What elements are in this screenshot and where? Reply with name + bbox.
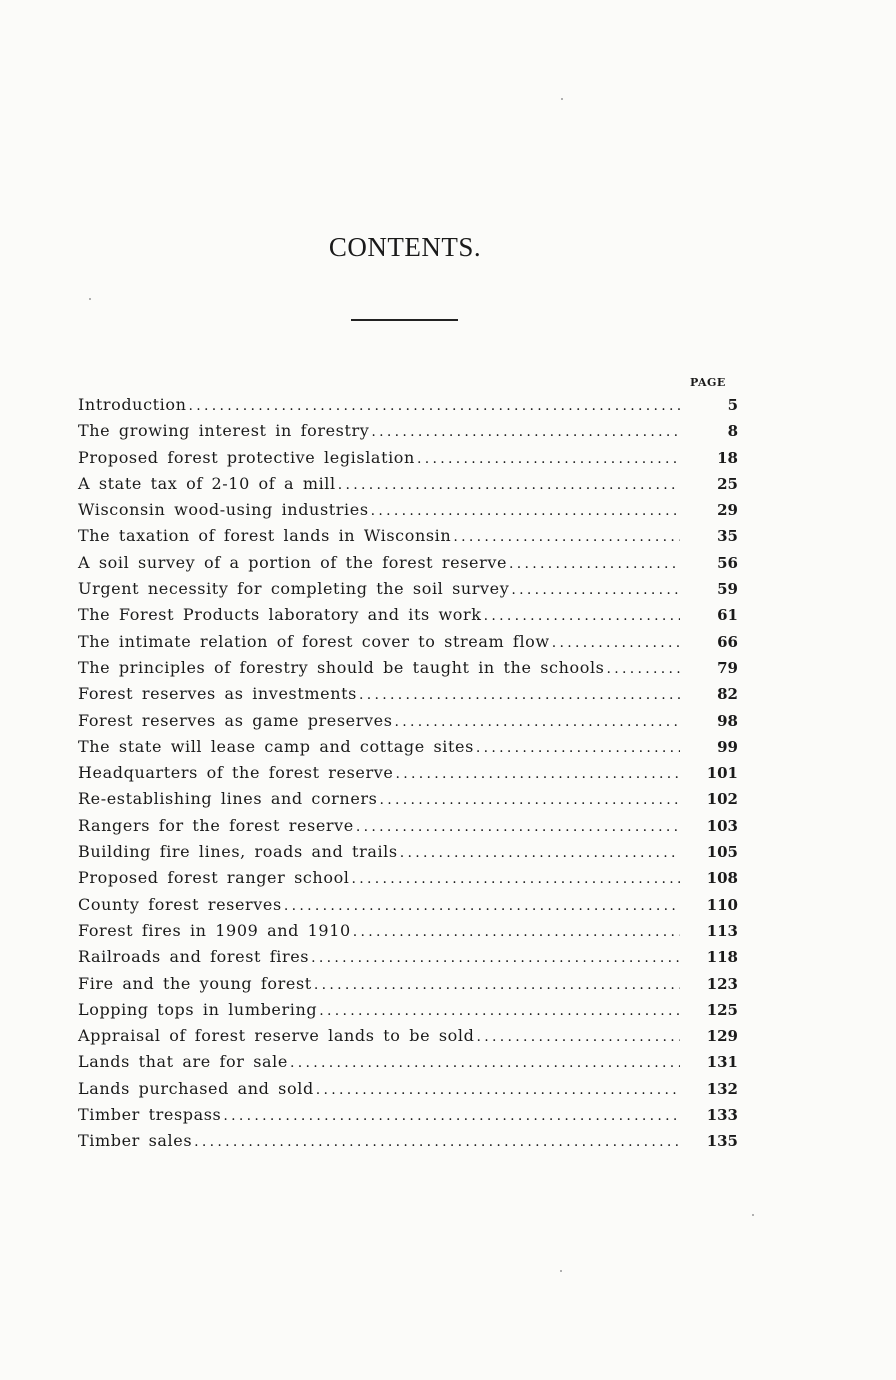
toc-entry (78, 758, 738, 784)
toc-entry-page: 133 (706, 1106, 738, 1125)
dot-leader (290, 1055, 680, 1071)
toc-entry-title: Lopping tops in lumbering (78, 999, 318, 1019)
toc-entry-page: 125 (706, 1000, 738, 1019)
toc-entry-page: 56 (717, 553, 738, 572)
toc-entry-title: Railroads and forest fires (78, 947, 310, 967)
dot-leader (316, 1082, 680, 1098)
toc-entry-page: 131 (706, 1053, 738, 1072)
toc-entry-title: Timber trespass (78, 1105, 222, 1125)
toc-entry-title: The growing interest in forestry (78, 421, 370, 441)
toc-entry-title: Re-establishing lines and corners (78, 789, 378, 809)
toc-entry-title: Fire and the young forest (78, 973, 312, 993)
toc-entry (78, 390, 738, 416)
toc-entry (78, 890, 738, 916)
toc-entry-title: Building fire lines, roads and trails (78, 842, 398, 862)
dot-leader (194, 1134, 680, 1150)
dot-leader (314, 977, 680, 993)
toc-entry (78, 706, 738, 732)
title-rule (351, 319, 458, 321)
toc-entry-page: 113 (706, 921, 738, 940)
toc-entry-title: Timber sales (78, 1131, 193, 1151)
toc-entry-page: 123 (706, 974, 738, 993)
toc-entry-title: A state tax of 2-10 of a mill (78, 473, 336, 493)
toc-entry-title: Proposed forest ranger school (78, 868, 350, 888)
toc-entry-page: 99 (717, 737, 738, 756)
toc-entry-page: 105 (706, 843, 738, 862)
toc-entry-title: The state will lease camp and cottage sites (78, 736, 474, 756)
toc-entry (78, 916, 738, 942)
dot-leader (371, 503, 680, 519)
dot-leader (359, 687, 680, 703)
toc-entry-page: 132 (706, 1079, 738, 1098)
dot-leader (352, 871, 680, 887)
toc-entry (78, 443, 738, 469)
toc-entry (78, 1100, 738, 1126)
dot-leader (379, 792, 680, 808)
toc-entry-title: Appraisal of forest reserve lands to be sold (78, 1026, 475, 1046)
toc-entry (78, 1021, 738, 1047)
paper-speck (752, 1214, 754, 1216)
toc-entry-title: Forest fires in 1909 and 1910 (78, 920, 351, 940)
toc-entry (78, 969, 738, 995)
toc-entry (78, 521, 738, 547)
toc-entry-page: 25 (717, 474, 738, 493)
toc-entry-title: Lands purchased and sold (78, 1078, 314, 1098)
toc-entry (78, 811, 738, 837)
toc-entry-title: Lands that are for sale (78, 1052, 288, 1072)
dot-leader (371, 424, 680, 440)
toc-entry-page: 61 (717, 606, 738, 625)
toc-entry-page: 101 (706, 764, 738, 783)
dot-leader (311, 950, 680, 966)
toc-entry-page: 110 (706, 895, 738, 914)
toc-entry (78, 732, 738, 758)
toc-entry-page: 5 (727, 396, 738, 414)
dot-leader (353, 924, 680, 940)
dot-leader (319, 1003, 680, 1019)
toc-entry-page: 59 (717, 580, 738, 599)
toc-entry (78, 416, 738, 442)
toc-entry (78, 942, 738, 968)
toc-entry (78, 653, 738, 679)
dot-leader (284, 898, 680, 914)
toc-entry-page: 103 (706, 816, 738, 835)
toc-entry-title: Urgent necessity for completing the soil survey (78, 579, 510, 599)
toc-entry-page: 129 (706, 1027, 738, 1046)
dot-leader (453, 529, 680, 545)
toc-entry (78, 574, 738, 600)
dot-leader (511, 582, 680, 598)
page-title: CONTENTS. (328, 232, 482, 262)
toc-entry-title: Introduction (78, 395, 187, 414)
toc-entry (78, 600, 738, 626)
toc-entry-title: A soil survey of a portion of the forest reserve (78, 552, 508, 572)
toc-entry-page: 35 (717, 527, 738, 546)
toc-entry-title: Proposed forest protective legislation (78, 447, 415, 467)
toc-entry-title: Rangers for the forest reserve (78, 815, 354, 835)
table-of-contents (78, 390, 738, 1153)
paper-speck (560, 1270, 562, 1272)
toc-entry-page: 98 (717, 711, 738, 730)
toc-entry-page: 66 (717, 632, 738, 651)
toc-entry-title: Headquarters of the forest reserve (78, 763, 394, 783)
dot-leader (395, 714, 680, 730)
toc-entry-title: The taxation of forest lands in Wisconsin (78, 526, 452, 546)
toc-entry (78, 863, 738, 889)
toc-entry (78, 837, 738, 863)
dot-leader (223, 1108, 680, 1124)
toc-entry-title: County forest reserves (78, 894, 282, 914)
toc-entry (78, 1047, 738, 1073)
toc-entry (78, 627, 738, 653)
dot-leader (356, 819, 680, 835)
toc-entry-page: 82 (717, 685, 738, 704)
dot-leader (484, 608, 680, 624)
dot-leader (476, 1029, 680, 1045)
toc-entry (78, 548, 738, 574)
dot-leader (476, 740, 680, 756)
dot-leader (395, 766, 680, 782)
dot-leader (552, 635, 680, 651)
dot-leader (400, 845, 680, 861)
dot-leader (189, 398, 680, 414)
toc-entry (78, 679, 738, 705)
dot-leader (606, 661, 680, 677)
toc-entry-page: 102 (706, 790, 738, 809)
toc-entry (78, 1126, 738, 1152)
toc-entry (78, 469, 738, 495)
toc-entry-title: The Forest Products laboratory and its work (78, 605, 482, 625)
dot-leader (417, 451, 680, 467)
toc-entry (78, 1074, 738, 1100)
toc-entry (78, 495, 738, 521)
toc-entry-page: 8 (727, 422, 738, 441)
toc-entry-page: 29 (717, 501, 738, 520)
toc-entry-page: 135 (706, 1132, 738, 1151)
toc-entry-page: 18 (717, 448, 738, 467)
toc-entry-title: The intimate relation of forest cover to stream flow (78, 631, 550, 651)
toc-entry (78, 995, 738, 1021)
toc-entry-title: Wisconsin wood-using industries (78, 500, 369, 520)
toc-entry-page: 79 (717, 658, 738, 677)
dot-leader (509, 556, 680, 572)
page-column-label: PAGE (690, 376, 726, 389)
toc-entry (78, 784, 738, 810)
toc-entry-title: The principles of forestry should be taught in the schools (78, 657, 605, 677)
paper-speck (561, 98, 563, 100)
toc-entry-title: Forest reserves as game preserves (78, 710, 393, 730)
toc-entry-title: Forest reserves as investments (78, 684, 357, 704)
toc-entry-page: 118 (706, 948, 738, 967)
paper-speck (89, 298, 91, 300)
toc-entry-page: 108 (706, 869, 738, 888)
dot-leader (338, 477, 680, 493)
